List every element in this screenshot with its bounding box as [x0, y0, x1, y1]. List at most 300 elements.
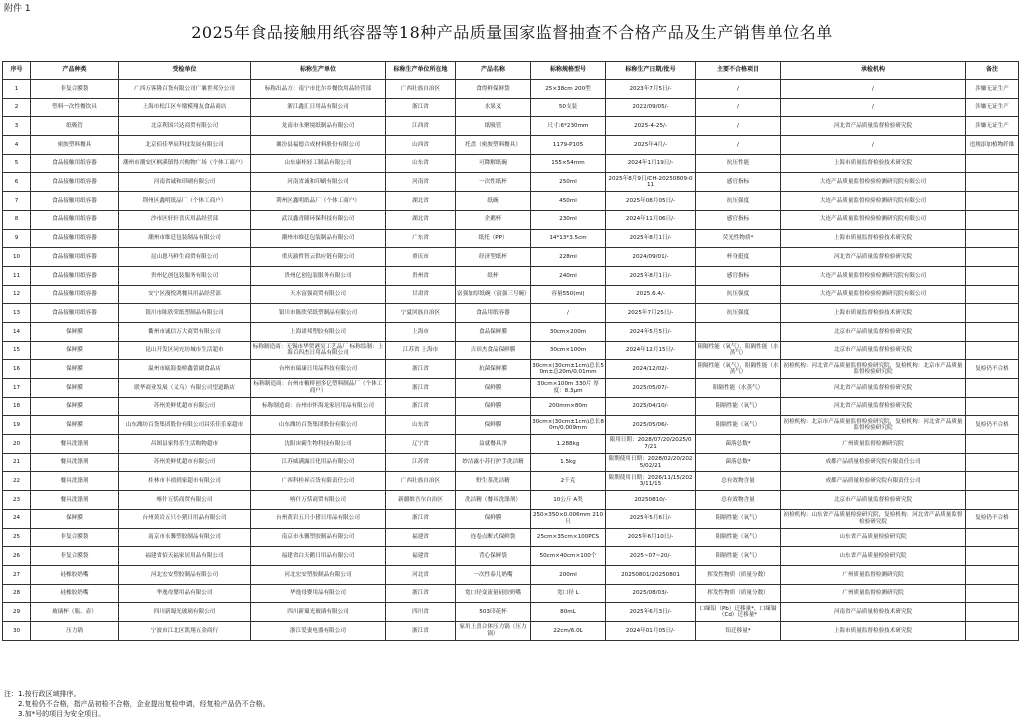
table-cell: 纸吸管: [31, 117, 119, 136]
table-cell: 感官指标: [696, 173, 781, 192]
table-cell: 标称出品方：南宁市比尔乡餐饮用品经营部: [251, 80, 386, 99]
table-cell: 北京市产品质量监督检验研究院: [781, 341, 966, 360]
table-cell: 阻隔性能（氧气），阻隔性能（水蒸气）: [696, 360, 781, 379]
table-row: [3, 117, 1019, 136]
table-cell: 河北省产品质量监督检验研究院: [781, 397, 966, 416]
table-cell: [966, 210, 1019, 229]
table-cell: 2025年5月6日/-: [606, 509, 696, 528]
table-cell: 50cm×40cm×100个: [531, 547, 606, 566]
table-cell: 抗压强度: [696, 304, 781, 323]
table-cell: 30cm×100m 330片 厚度：8.3μm: [531, 379, 606, 398]
table-cell: 503印花杯: [456, 603, 531, 622]
table-cell: 16: [3, 360, 31, 379]
table-row: [3, 472, 1019, 491]
table-cell: 3: [3, 117, 31, 136]
table-cell: 10公斤 A类: [531, 491, 606, 510]
table-cell: 总有效物含量: [696, 472, 781, 491]
table-cell: 温州市瓯海娄桥鑫蕾副食品店: [119, 360, 251, 379]
table-cell: 菌落总数*: [696, 435, 781, 454]
table-cell: [966, 248, 1019, 267]
table-cell: 广州质量监督检测研究院: [781, 435, 966, 454]
table-cell: 荆州区鑫明纸品厂（个体工商户）: [251, 192, 386, 211]
table-cell: 新疆维吾尔自治区: [386, 491, 456, 510]
table-row: [3, 584, 1019, 603]
table-cell: 2024年5月5日/-: [606, 322, 696, 341]
table-cell: 广东省: [386, 229, 456, 248]
table-cell: 潮州市潮安区枫溪镇得兴购物广场（个体工商户）: [119, 154, 251, 173]
table-cell: 2024年1月19日/-: [606, 154, 696, 173]
table-cell: 银川市陈欣荣纸塑制品有限公司: [119, 304, 251, 323]
table-cell: 大连产品质量监督检验检测研究院有限公司: [781, 285, 966, 304]
table-cell: 山东省产品质量检验研究院: [781, 547, 966, 566]
table-cell: 河南省: [386, 173, 456, 192]
table-cell: 浙江省: [386, 360, 456, 379]
table-cell: 2025年8月1日/-: [606, 229, 696, 248]
column-header: 主要不合格项目: [696, 62, 781, 80]
table-cell: 托盘（密胺塑料餐具）: [456, 136, 531, 155]
table-cell: 28: [3, 584, 31, 603]
table-cell: 2024年01月05日/-: [606, 621, 696, 640]
table-cell: 230ml: [531, 210, 606, 229]
table-cell: 大连产品质量监督检验检测研究院有限公司: [781, 266, 966, 285]
table-cell: 24: [3, 509, 31, 528]
table-cell: 吉田杰食品保鲜膜: [456, 341, 531, 360]
table-cell: 潮州市维廷包装制品有限公司: [251, 229, 386, 248]
table-cell: 保鲜膜: [456, 416, 531, 435]
table-cell: 成都产品质量检验研究院有限责任公司: [781, 453, 966, 472]
table-cell: 食品接触用纸容器: [31, 192, 119, 211]
table-cell: 保鲜膜: [31, 341, 119, 360]
table-cell: 塑料一次性餐饮具: [31, 98, 119, 117]
table-cell: 上海市质量监督检验技术研究院: [781, 154, 966, 173]
table-row: [3, 173, 1019, 192]
table-cell: 挥发性物质（质量分数）: [696, 584, 781, 603]
attachment-label: 附件 1: [4, 4, 31, 14]
table-cell: 17: [3, 379, 31, 398]
table-cell: 南京市永馨塑胶制品有限公司: [251, 528, 386, 547]
table-cell: 浙江省: [386, 621, 456, 640]
table-cell: 湖北省: [386, 210, 456, 229]
table-cell: [966, 528, 1019, 547]
table-cell: 2025年7月25日/-: [606, 304, 696, 323]
table-cell: 保鲜膜: [31, 509, 119, 528]
table-cell: 30cm×200m: [531, 322, 606, 341]
table-cell: 保鲜膜: [31, 322, 119, 341]
table-cell: 上海市质量监督检验技术研究院: [781, 621, 966, 640]
table-cell: 2千克: [531, 472, 606, 491]
table-cell: 重庆市: [386, 248, 456, 267]
table-cell: 武汉鑫青隆环保科技有限公司: [251, 210, 386, 229]
table-row: [3, 547, 1019, 566]
table-cell: 华逸母婴用品有限公司: [119, 584, 251, 603]
table-cell: [966, 603, 1019, 622]
table-cell: 福建省佰天福家居用品有限公司: [119, 547, 251, 566]
table-cell: 硅橡胶奶嘴: [31, 565, 119, 584]
table-cell: 四川新蜀光玻璃有限公司: [251, 603, 386, 622]
table-cell: 铝迁移量*: [696, 621, 781, 640]
table-row: [3, 341, 1019, 360]
table-cell: 湖北省: [386, 192, 456, 211]
table-cell: 2025年8月9日/CH-20250809-011: [606, 173, 696, 192]
table-cell: 228ml: [531, 248, 606, 267]
table-cell: 河北省: [386, 565, 456, 584]
table-cell: [966, 322, 1019, 341]
table-cell: 20250801/20250801: [606, 565, 696, 584]
table-cell: 山东潍坊百货集团股份有限公司: [251, 416, 386, 435]
table-cell: 口缘铅（Pb）迁移量*，口缘镉（Cd）迁移量*: [696, 603, 781, 622]
table-cell: 安宁区漫悦鸿餐具用品经营部: [119, 285, 251, 304]
table-cell: 保鲜膜: [31, 397, 119, 416]
table-cell: 联华商业发展（义乌）有限公司望道路店: [119, 379, 251, 398]
table-cell: 155×54mm: [531, 154, 606, 173]
table-row: [3, 621, 1019, 640]
table-cell: 纸吸管: [456, 117, 531, 136]
table-cell: 江苏省 上海市: [386, 341, 456, 360]
table-cell: 菌落总数*: [696, 453, 781, 472]
table-cell: 25×38cm 200型: [531, 80, 606, 99]
table-cell: 保鲜膜: [456, 509, 531, 528]
table-cell: 食品接触用纸容器: [31, 248, 119, 267]
table-cell: [966, 192, 1019, 211]
table-cell: 餐具洗涤剂: [31, 435, 119, 454]
table-cell: 限用日期：2028/07/20/2025/07/21: [606, 435, 696, 454]
table-row: [3, 322, 1019, 341]
table-cell: 江苏省: [386, 453, 456, 472]
table-cell: 荧光性物质*: [696, 229, 781, 248]
table-cell: 9: [3, 229, 31, 248]
table-cell: 食品接触用纸容器: [31, 266, 119, 285]
table-cell: [966, 547, 1019, 566]
table-cell: 台州黄岩五只小猪日用品有限公司: [119, 509, 251, 528]
table-cell: 240ml: [531, 266, 606, 285]
table-cell: 食品接触用纸容器: [31, 229, 119, 248]
table-cell: 4: [3, 136, 31, 155]
table-cell: 龙南市永聚境纸制品有限公司: [251, 117, 386, 136]
table-cell: 江苏威满露日化用品有限公司: [251, 453, 386, 472]
table-cell: 昌图县家得乐生活购物超市: [119, 435, 251, 454]
table-cell: 河北省产品质量监督检验研究院: [781, 379, 966, 398]
table-row: [3, 98, 1019, 117]
table-row: [3, 565, 1019, 584]
table-cell: /: [781, 98, 966, 117]
table-cell: 11: [3, 266, 31, 285]
table-cell: 富强加厚纸碗（富强三号碗）: [456, 285, 531, 304]
table-cell: 宽口径变流量硅胶奶嘴: [456, 584, 531, 603]
table-cell: 食品接触用纸容器: [31, 304, 119, 323]
table-cell: 25cm×35cm×100PCS: [531, 528, 606, 547]
table-cell: [966, 285, 1019, 304]
column-header: 标称生产单位: [251, 62, 386, 80]
table-cell: 2025~07~20/-: [606, 547, 696, 566]
table-row: [3, 603, 1019, 622]
table-cell: 餐具洗涤剂: [31, 491, 119, 510]
table-row: [3, 509, 1019, 528]
table-cell: 30cm×(30cm±1cm)总长80m/0.009mm: [531, 416, 606, 435]
table-cell: 标称制造商：台州市椒桥创多亿塑料制品厂（个体工商户）: [251, 379, 386, 398]
table-cell: 涉嫌无证生产: [966, 98, 1019, 117]
table-cell: 浙江省: [386, 379, 456, 398]
table-cell: 涉嫌无证生产: [966, 80, 1019, 99]
table-cell: 1: [3, 80, 31, 99]
table-cell: 宁波市江北区凯翔五金商行: [119, 621, 251, 640]
table-cell: 2024年12月15日/-: [606, 341, 696, 360]
table-row: [3, 416, 1019, 435]
table-row: [3, 285, 1019, 304]
document-title: 2025年食品接触用纸容器等18种产品质量国家监督抽查不合格产品及生产销售单位名单: [191, 23, 833, 42]
table-cell: 企鹅杯: [456, 210, 531, 229]
table-cell: [966, 229, 1019, 248]
table-cell: 广州质量监督检测研究院: [781, 565, 966, 584]
table-cell: 一次性纸杯: [456, 173, 531, 192]
table-cell: 益就餐具净: [456, 435, 531, 454]
table-cell: 抗菌保鲜膜: [456, 360, 531, 379]
table-cell: 26: [3, 547, 31, 566]
table-cell: 感官指标: [696, 210, 781, 229]
table-cell: 食品接触用纸容器: [31, 210, 119, 229]
table-cell: 河南省诚和印刷有限公司: [251, 173, 386, 192]
table-cell: 山东潍坊百货集团股份有限公司昌乐佳乐家超市: [119, 416, 251, 435]
table-cell: 2025年6月10日/-: [606, 528, 696, 547]
table-cell: 18: [3, 397, 31, 416]
table-cell: 非复合膜袋: [31, 547, 119, 566]
table-cell: /: [696, 80, 781, 99]
note-1: 注：1.按行政区域排序。: [4, 690, 81, 698]
table-cell: 辽宁省: [386, 435, 456, 454]
table-cell: 河北省产品质量监督检验研究院: [781, 117, 966, 136]
table-cell: 食品用纸容器: [456, 304, 531, 323]
table-cell: 2025/05/07/-: [606, 379, 696, 398]
table-cell: 浙江爱妻电器有限公司: [251, 621, 386, 640]
table-cell: 餐具洗涤剂: [31, 453, 119, 472]
table-cell: 上海市质量监督检验技术研究院: [781, 304, 966, 323]
table-row: [3, 154, 1019, 173]
column-header: 产品名称: [456, 62, 531, 80]
table-cell: 荆州区鑫明纸品厂（个体工商户）: [119, 192, 251, 211]
table-cell: 27: [3, 565, 31, 584]
table-cell: 餐具洗涤剂: [31, 472, 119, 491]
notes: [4, 689, 270, 719]
table-cell: 22: [3, 472, 31, 491]
table-cell: 阻隔性能（氧气）: [696, 547, 781, 566]
note-2: 2.复检仍不合格，指产品初检不合格，企业提出复检申请，经复检产品仍不合格。: [18, 700, 270, 708]
table-row: [3, 379, 1019, 398]
table-cell: 容量550(ml): [531, 285, 606, 304]
table-cell: 250×350×0.006mm 210只: [531, 509, 606, 528]
table-cell: 2023年7月5日/-: [606, 80, 696, 99]
table-cell: 食品接触用纸容器: [31, 285, 119, 304]
table-cell: 压力锅: [31, 621, 119, 640]
table-cell: [966, 453, 1019, 472]
table-cell: 福建省: [386, 528, 456, 547]
table-cell: 华逸母婴用品有限公司: [251, 584, 386, 603]
table-cell: 沈阳宙霸生物科技有限公司: [251, 435, 386, 454]
table-cell: 2025/08/03/-: [606, 584, 696, 603]
table-cell: 河北宏安塑胶制品有限公司: [119, 565, 251, 584]
table-cell: 30cm×(30cm±1cm)总长50m±总20m/0.01mm: [531, 360, 606, 379]
table-cell: 复检仍不合格: [966, 509, 1019, 528]
table-cell: 2022/09/05/-: [606, 98, 696, 117]
table-cell: 浙江省: [386, 397, 456, 416]
table-cell: 2025/04/10/-: [606, 397, 696, 416]
table-row: [3, 435, 1019, 454]
table-cell: 浙江省: [386, 509, 456, 528]
table-cell: /: [696, 117, 781, 136]
table-row: [3, 210, 1019, 229]
table-cell: 重庆渝哲智云供应链有限公司: [251, 248, 386, 267]
table-cell: [966, 154, 1019, 173]
table-cell: 保鲜膜: [31, 360, 119, 379]
table-cell: 挥发性物质（质量分数）: [696, 565, 781, 584]
table-cell: 450ml: [531, 192, 606, 211]
table-cell: 经济型纸杯: [456, 248, 531, 267]
table-cell: 大连产品质量监督检验检测研究院有限公司: [781, 192, 966, 211]
table-cell: [966, 584, 1019, 603]
table-cell: 连卷点断式保鲜袋: [456, 528, 531, 547]
table-cell: [966, 266, 1019, 285]
table-header-row: [3, 62, 1019, 80]
table-cell: 2025/05/06/-: [606, 416, 696, 435]
table-cell: 1.288kg: [531, 435, 606, 454]
table-cell: 河北省产品质量监督检验研究院: [781, 248, 966, 267]
note-3: 3.加*号的项目为安全项目。: [18, 710, 106, 718]
table-cell: 食品接触用纸容器: [31, 154, 119, 173]
table-row: [3, 136, 1019, 155]
table-row: [3, 304, 1019, 323]
table-cell: 15: [3, 341, 31, 360]
table-cell: 13: [3, 304, 31, 323]
table-cell: 标称制造商：无锡市华贸港吴工艺品厂 标称监制：上海百四杰日用品有限公司: [251, 341, 386, 360]
table-cell: 6: [3, 173, 31, 192]
table-cell: 沙市区轩轩喜庆用品经营部: [119, 210, 251, 229]
table-cell: 25: [3, 528, 31, 547]
table-cell: 200ml: [531, 565, 606, 584]
table-cell: 福建省: [386, 547, 456, 566]
table-cell: 福建省白天鹅日用品有限公司: [251, 547, 386, 566]
table-cell: [966, 397, 1019, 416]
column-header: 序号: [3, 62, 31, 80]
table-cell: 200mm×80m: [531, 397, 606, 416]
table-cell: 14*13*3.5cm: [531, 229, 606, 248]
table-cell: 上海市: [386, 322, 456, 341]
table-cell: 2025年8月1日/-: [606, 266, 696, 285]
table-cell: 台州市瑞康日用品科技有限公司: [251, 360, 386, 379]
table-cell: 家用上喜合体压力锅（压力锅）: [456, 621, 531, 640]
table-cell: 襄汾县福德合成材料股份有限公司: [251, 136, 386, 155]
table-cell: 非复合膜袋: [31, 80, 119, 99]
table-cell: [696, 322, 781, 341]
nonconforming-products-table: [2, 61, 1019, 641]
table-cell: 上海诺邦塑胶有限公司: [251, 322, 386, 341]
column-header: 标称生产单位所在地: [386, 62, 456, 80]
table-cell: 苏州美鲜优超市有限公司: [119, 453, 251, 472]
table-cell: 阻隔性能（氧气）: [696, 397, 781, 416]
table-cell: 杯身挺度: [696, 248, 781, 267]
table-cell: 广西壮族自治区: [386, 472, 456, 491]
table-cell: 抗压强度: [696, 192, 781, 211]
table-cell: 北京市产品质量监督检验研究院: [781, 322, 966, 341]
table-cell: [966, 341, 1019, 360]
table-cell: 浙江省: [386, 584, 456, 603]
table-cell: [966, 621, 1019, 640]
table-cell: [966, 435, 1019, 454]
table-cell: 8: [3, 210, 31, 229]
table-cell: 台州黄岩五只小猪日用品有限公司: [251, 509, 386, 528]
table-cell: 天水富强商贸有限公司: [251, 285, 386, 304]
table-cell: 密胺塑料餐具: [31, 136, 119, 155]
table-cell: 北京利国兴达商贸有限公司: [119, 117, 251, 136]
table-cell: /: [531, 304, 606, 323]
table-cell: 山东省: [386, 154, 456, 173]
table-row: [3, 229, 1019, 248]
column-header: 受检单位: [119, 62, 251, 80]
table-cell: 山东康桂轻工制品有限公司: [251, 154, 386, 173]
table-cell: 大连产品质量监督检验检测研究院有限公司: [781, 210, 966, 229]
table-cell: 北京市产品质量监督检验研究院: [781, 491, 966, 510]
table-cell: 阻隔性能（水蒸气）: [696, 379, 781, 398]
table-cell: 纸托（PP）: [456, 229, 531, 248]
table-cell: 山西省: [386, 136, 456, 155]
column-header: 标称生产日期/批号: [606, 62, 696, 80]
table-cell: 可降解纸碗: [456, 154, 531, 173]
table-cell: /: [781, 80, 966, 99]
table-cell: 南京市永馨塑胶制品有限公司: [119, 528, 251, 547]
table-cell: 2: [3, 98, 31, 117]
column-header: 备注: [966, 62, 1019, 80]
table-cell: [966, 379, 1019, 398]
table-row: [3, 528, 1019, 547]
table-cell: 四川新蜀光玻璃有限公司: [119, 603, 251, 622]
table-cell: 贵州亿创包装服务有限公司: [119, 266, 251, 285]
table-cell: [966, 304, 1019, 323]
table-row: [3, 397, 1019, 416]
table-row: [3, 192, 1019, 211]
table-cell: 20250810/-: [606, 491, 696, 510]
table-cell: 北京佰佳华辰科技发展有限公司: [119, 136, 251, 155]
table-row: [3, 453, 1019, 472]
table-cell: 上海市质量监督检验技术研究院: [781, 229, 966, 248]
table-cell: 衢州市诚信万大商贸有限公司: [119, 322, 251, 341]
table-cell: 2024/09/01/-: [606, 248, 696, 267]
table-row: [3, 266, 1019, 285]
table-cell: 50支装: [531, 98, 606, 117]
table-cell: 潮州市维廷包装制品有限公司: [119, 229, 251, 248]
table-cell: 广州质量监督检测研究院: [781, 584, 966, 603]
table-cell: /: [696, 98, 781, 117]
table-cell: 保鲜膜: [31, 416, 119, 435]
table-cell: 昆山开发区同充坊城市生活超市: [119, 341, 251, 360]
table-cell: 12: [3, 285, 31, 304]
table-cell: 1179-P105: [531, 136, 606, 155]
table-cell: 7: [3, 192, 31, 211]
table-cell: 野生茶洗洁精: [456, 472, 531, 491]
table-cell: 河南省产品质量检验技术研究院: [781, 603, 966, 622]
table-cell: 2025年6月3日/-: [606, 603, 696, 622]
column-header: 承检机构: [781, 62, 966, 80]
table-cell: 19: [3, 416, 31, 435]
table-cell: 贵州省: [386, 266, 456, 285]
table-cell: 成都产品质量检验研究院有限责任公司: [781, 472, 966, 491]
table-cell: 硅橡胶奶嘴: [31, 584, 119, 603]
table-cell: 上海市松江区车墩模翔友食品商店: [119, 98, 251, 117]
table-cell: 80mL: [531, 603, 606, 622]
table-cell: 阻隔性能（氧气）: [696, 509, 781, 528]
table-cell: 2025.6.4/-: [606, 285, 696, 304]
table-cell: 水果叉: [456, 98, 531, 117]
table-cell: 保鲜膜: [456, 397, 531, 416]
table-cell: 宁夏回族自治区: [386, 304, 456, 323]
table-cell: 20: [3, 435, 31, 454]
table-cell: 甘肃省: [386, 285, 456, 304]
